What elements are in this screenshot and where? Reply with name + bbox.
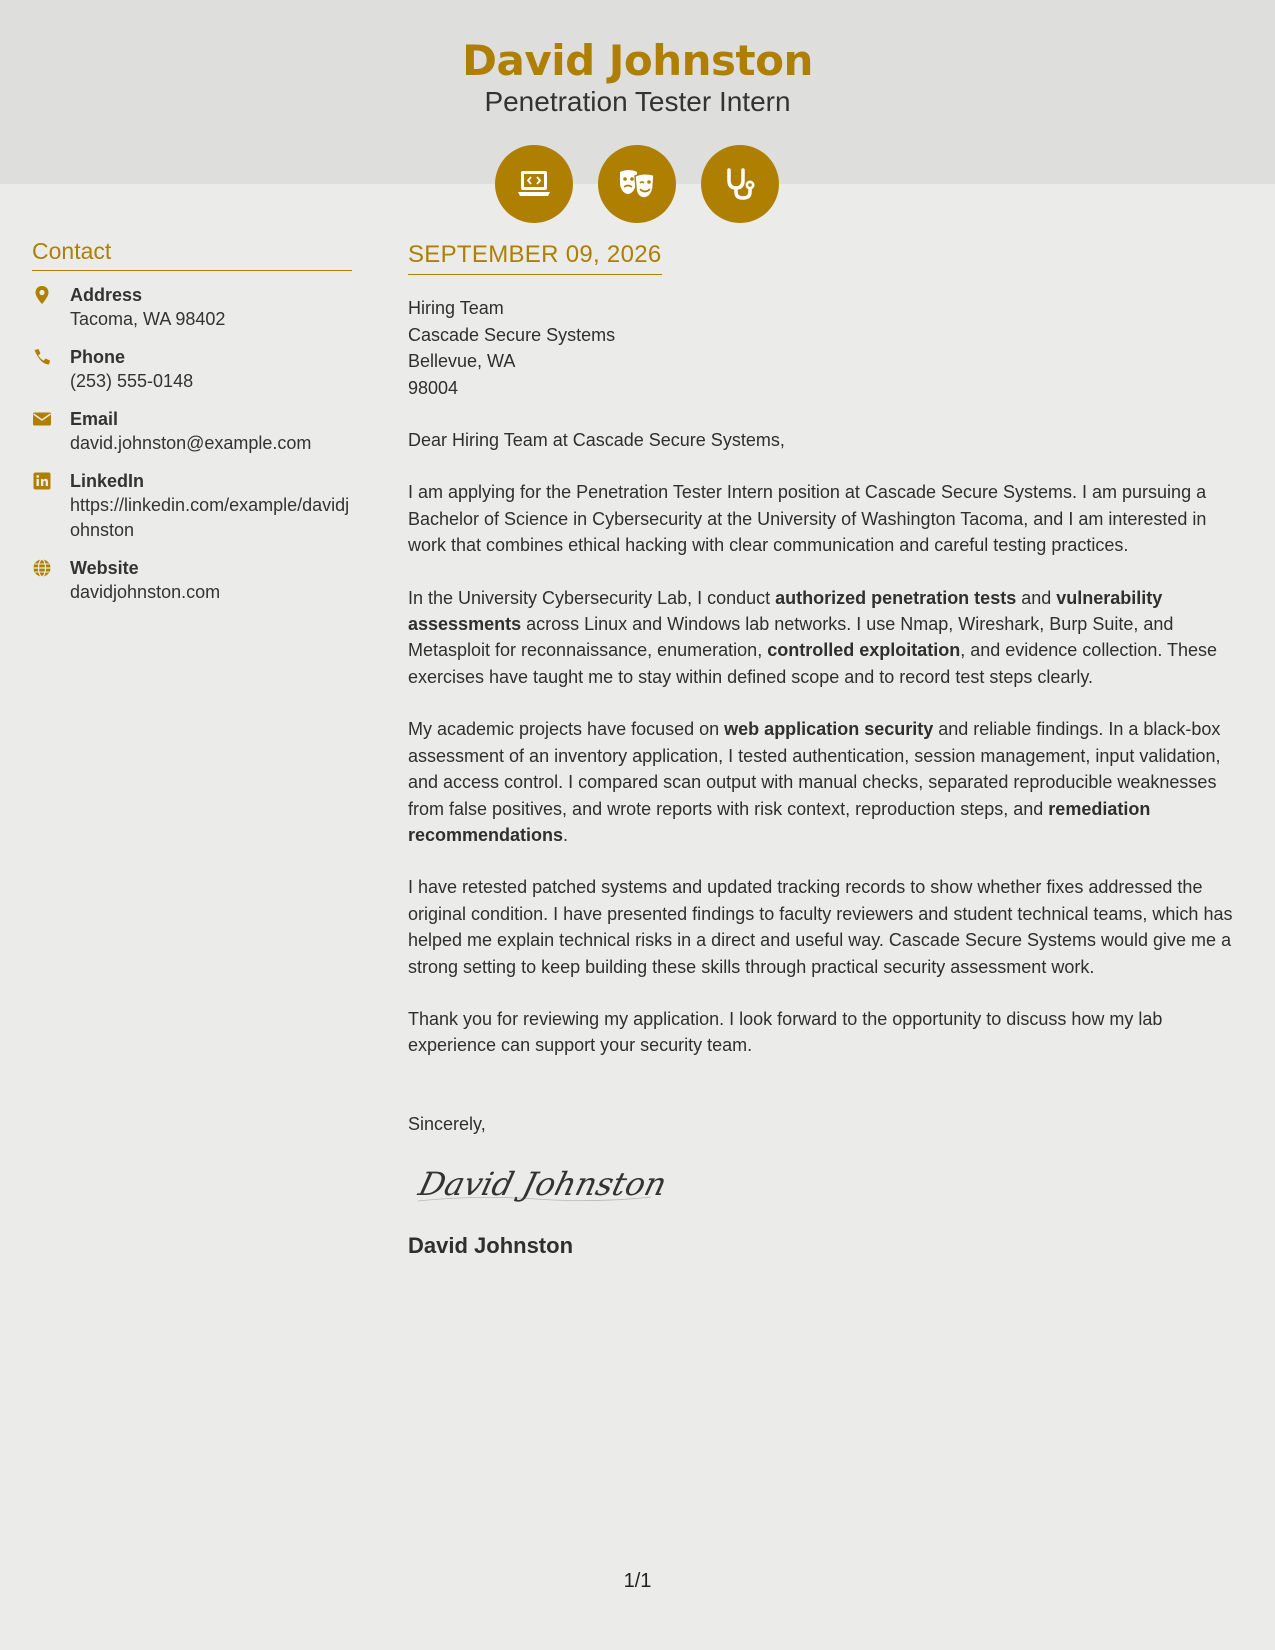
paragraph-text: In the University Cybersecurity Lab, I conduct <box>408 587 776 608</box>
contact-label: Email <box>70 409 119 429</box>
paragraph-bold-text: authorized penetration tests <box>775 587 1017 608</box>
contact-phone <box>32 345 352 394</box>
paragraph-bold-text: vulnerability assessments <box>408 587 1163 635</box>
contact-value: (253) 555-0148 <box>70 371 194 391</box>
contact-label: LinkedIn <box>70 471 145 491</box>
recipient-line: Cascade Secure Systems <box>408 324 616 345</box>
candidate-name: David Johnston <box>462 36 813 85</box>
paragraph-text: , and evidence collection. These exercises have taught me to stay within defined scope and to record test steps clearly. <box>408 640 1218 687</box>
paragraph-4: I have retested patched systems and updated tracking records to show whether fixes addressed the original condition. I have presented findings to faculty reviewers and student technical teams, which has helped me explain technical risks in a direct and useful way. Cascade Secure Systems would give me a strong setting to keep building these skills through practical security assessment work. <box>408 877 1233 977</box>
paragraph-bold-text: controlled exploitation <box>767 640 961 661</box>
contact-email <box>32 407 352 456</box>
recipient-block <box>408 295 1248 401</box>
paragraph-5: Thank you for reviewing my application. I look forward to the opportunity to discuss how my lab experience can support your security team. <box>408 1008 1163 1056</box>
envelope-icon <box>32 407 70 456</box>
paragraph-1: I am applying for the Penetration Tester Intern position at Cascade Secure Systems. I am pursuing a Bachelor of Science in Cybersecurity at the University of Washington Tacoma, and I am interested in work that combines ethical hacking with clear communication and careful testing practices. <box>408 482 1207 556</box>
job-title: Penetration Tester Intern <box>484 86 791 117</box>
paragraph-text: . <box>563 824 569 845</box>
paragraph-text: and reliable findings. In a black-box assessment of an inventory application, I tested authentication, session management, input validation, and access control. I compared scan output with manual checks, separated reproducible weaknesses from false positives, and wrote reports with risk context, reproduction steps, and <box>408 719 1221 819</box>
recipient-line: Bellevue, WA <box>408 351 516 372</box>
signed-name: David Johnston <box>408 1232 574 1258</box>
paragraph-2 <box>408 585 1248 691</box>
recipient-line: Hiring Team <box>408 298 504 319</box>
salutation: Dear Hiring Team at Cascade Secure Systems, <box>408 430 785 451</box>
laptop-code-icon <box>495 145 573 223</box>
contact-address <box>32 283 352 332</box>
paragraph-text: My academic projects have focused on <box>408 719 725 740</box>
contact-value: davidjohnston.com <box>70 582 221 602</box>
stethoscope-icon <box>701 145 779 223</box>
phone-icon <box>32 345 70 394</box>
contact-section-title: Contact <box>32 238 352 271</box>
svg-text:David Johnston: David Johnston <box>416 1165 666 1204</box>
recipient-line: 98004 <box>408 377 459 398</box>
paragraph-text: and <box>1016 587 1057 608</box>
map-pin-icon <box>32 283 70 332</box>
header-icon-row <box>495 145 779 223</box>
letter-date: SEPTEMBER 09, 2026 <box>408 242 662 275</box>
page-number: 1/1 <box>623 1570 652 1592</box>
contact-label: Phone <box>70 347 126 367</box>
linkedin-icon <box>32 469 70 543</box>
globe-icon <box>32 556 70 605</box>
contact-sidebar <box>32 238 352 618</box>
handwritten-signature <box>416 1159 1248 1214</box>
paragraph-bold-text: web application security <box>724 719 934 740</box>
contact-label: Address <box>70 285 143 305</box>
contact-value: https://linkedin.com/example/davidjohnston <box>70 495 350 540</box>
contact-label: Website <box>70 558 139 578</box>
contact-value: Tacoma, WA 98402 <box>70 309 226 329</box>
contact-linkedin <box>32 469 352 543</box>
theater-masks-icon <box>598 145 676 223</box>
cover-letter-body <box>408 242 1248 1259</box>
paragraph-text: across Linux and Windows lab networks. I use Nmap, Wireshark, Burp Suite, and Metasploit for reconnaissance, enumeration, <box>408 614 1174 661</box>
closing: Sincerely, <box>408 1113 486 1134</box>
paragraph-3 <box>408 716 1248 848</box>
contact-website <box>32 556 352 605</box>
paragraph-bold-text: remediation recommendations <box>408 798 1151 845</box>
contact-value: david.johnston@example.com <box>70 433 312 453</box>
